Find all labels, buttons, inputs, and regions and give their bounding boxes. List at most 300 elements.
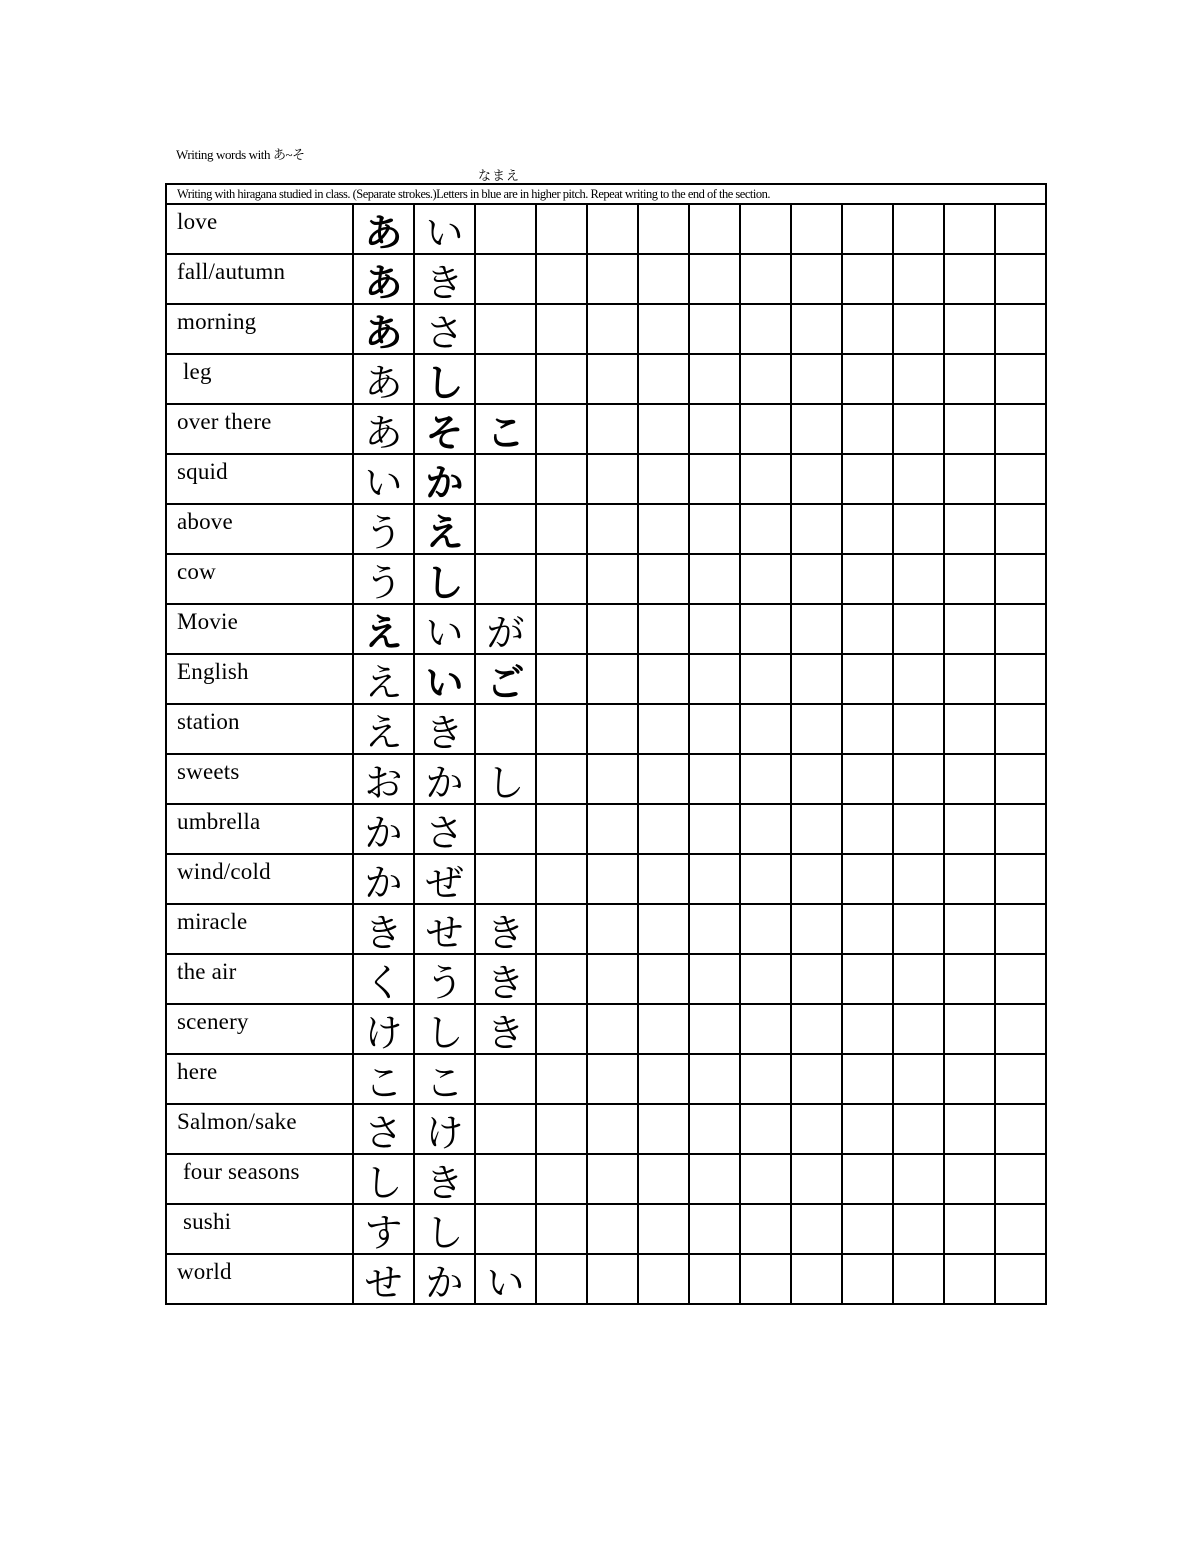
practice-box[interactable] [740, 254, 791, 304]
practice-box[interactable] [689, 254, 740, 304]
practice-box[interactable] [842, 1204, 893, 1254]
hiragana-cell [353, 554, 414, 604]
hiragana-char: う [364, 511, 403, 555]
practice-box[interactable] [587, 1204, 638, 1254]
practice-box[interactable] [791, 1254, 842, 1304]
hiragana-char: う [364, 561, 403, 605]
vocab-row [166, 754, 1046, 804]
practice-box[interactable] [638, 304, 689, 354]
practice-box[interactable] [893, 1254, 944, 1304]
practice-box[interactable] [893, 704, 944, 754]
practice-box[interactable] [587, 1054, 638, 1104]
practice-box[interactable] [893, 804, 944, 854]
practice-box[interactable] [893, 954, 944, 1004]
practice-box[interactable] [893, 654, 944, 704]
practice-box[interactable] [893, 854, 944, 904]
practice-box[interactable] [944, 804, 995, 854]
practice-box[interactable] [842, 504, 893, 554]
vocab-row [166, 954, 1046, 1004]
hiragana-cell [353, 954, 414, 1004]
practice-box[interactable] [995, 1104, 1046, 1154]
practice-box[interactable] [638, 504, 689, 554]
practice-box[interactable] [944, 904, 995, 954]
practice-box[interactable] [740, 504, 791, 554]
hiragana-char: か [425, 461, 464, 505]
practice-box[interactable] [536, 204, 587, 254]
practice-box[interactable] [995, 504, 1046, 554]
vocab-row [166, 1204, 1046, 1254]
hiragana-char: せ [425, 911, 464, 955]
practice-box[interactable] [893, 1104, 944, 1154]
hiragana-char: い [486, 1261, 525, 1305]
practice-box[interactable] [740, 204, 791, 254]
hiragana-cell [475, 404, 536, 454]
hiragana-cell [353, 404, 414, 454]
practice-box[interactable] [689, 504, 740, 554]
hiragana-char: さ [425, 811, 464, 855]
vocab-row [166, 704, 1046, 754]
practice-box[interactable] [791, 1054, 842, 1104]
practice-box[interactable] [689, 854, 740, 904]
practice-box[interactable] [842, 604, 893, 654]
practice-box[interactable] [995, 1004, 1046, 1054]
practice-box[interactable] [740, 754, 791, 804]
practice-box[interactable] [587, 454, 638, 504]
practice-box[interactable] [587, 554, 638, 604]
hiragana-cell [353, 1154, 414, 1204]
practice-box[interactable] [587, 804, 638, 854]
practice-box[interactable] [842, 654, 893, 704]
practice-box[interactable] [842, 904, 893, 954]
hiragana-char: き [425, 261, 464, 305]
practice-box[interactable] [536, 804, 587, 854]
hiragana-cell [475, 354, 536, 404]
practice-box[interactable] [638, 404, 689, 454]
practice-box[interactable] [536, 754, 587, 804]
practice-box[interactable] [638, 1104, 689, 1154]
hiragana-cell [475, 804, 536, 854]
hiragana-cell [475, 304, 536, 354]
practice-box[interactable] [587, 1104, 638, 1154]
hiragana-char: が [486, 611, 525, 655]
practice-box[interactable] [740, 604, 791, 654]
practice-box[interactable] [791, 1154, 842, 1204]
practice-box[interactable] [842, 454, 893, 504]
hiragana-cell [414, 204, 475, 254]
hiragana-cell [414, 454, 475, 504]
vocab-row [166, 304, 1046, 354]
practice-box[interactable] [944, 254, 995, 304]
practice-box[interactable] [536, 704, 587, 754]
practice-box[interactable] [995, 254, 1046, 304]
practice-box[interactable] [587, 904, 638, 954]
practice-box[interactable] [536, 1154, 587, 1204]
practice-box[interactable] [536, 404, 587, 454]
practice-box[interactable] [944, 1004, 995, 1054]
practice-box[interactable] [587, 504, 638, 554]
practice-box[interactable] [536, 554, 587, 604]
practice-box[interactable] [944, 954, 995, 1004]
practice-box[interactable] [638, 904, 689, 954]
practice-box[interactable] [944, 554, 995, 604]
practice-box[interactable] [689, 1054, 740, 1104]
practice-box[interactable] [689, 1004, 740, 1054]
practice-box[interactable] [791, 304, 842, 354]
practice-box[interactable] [995, 354, 1046, 404]
practice-box[interactable] [995, 704, 1046, 754]
practice-box[interactable] [791, 454, 842, 504]
practice-box[interactable] [893, 254, 944, 304]
hiragana-char: あ [364, 311, 403, 355]
practice-box[interactable] [638, 1254, 689, 1304]
hiragana-cell [353, 754, 414, 804]
hiragana-char: し [425, 561, 464, 605]
practice-box[interactable] [791, 1104, 842, 1154]
practice-box[interactable] [842, 404, 893, 454]
practice-box[interactable] [689, 204, 740, 254]
practice-box[interactable] [587, 404, 638, 454]
practice-box[interactable] [689, 604, 740, 654]
practice-box[interactable] [689, 304, 740, 354]
practice-box[interactable] [842, 304, 893, 354]
practice-box[interactable] [995, 204, 1046, 254]
hiragana-char: う [425, 961, 464, 1005]
practice-box[interactable] [536, 1254, 587, 1304]
practice-box[interactable] [791, 604, 842, 654]
practice-box[interactable] [689, 1104, 740, 1154]
hiragana-char: す [364, 1211, 403, 1255]
practice-box[interactable] [944, 1204, 995, 1254]
practice-box[interactable] [638, 604, 689, 654]
practice-box[interactable] [944, 1254, 995, 1304]
english-word: four seasons [166, 1154, 353, 1204]
practice-box[interactable] [536, 1054, 587, 1104]
practice-box[interactable] [536, 304, 587, 354]
practice-box[interactable] [740, 1254, 791, 1304]
practice-box[interactable] [638, 654, 689, 704]
hiragana-cell [475, 754, 536, 804]
hiragana-cell [475, 1054, 536, 1104]
practice-box[interactable] [740, 854, 791, 904]
english-word: here [166, 1054, 353, 1104]
practice-box[interactable] [740, 654, 791, 704]
practice-box[interactable] [791, 1004, 842, 1054]
practice-box[interactable] [842, 854, 893, 904]
practice-box[interactable] [893, 754, 944, 804]
practice-box[interactable] [689, 554, 740, 604]
practice-box[interactable] [689, 354, 740, 404]
practice-box[interactable] [995, 904, 1046, 954]
practice-box[interactable] [689, 454, 740, 504]
practice-box[interactable] [842, 204, 893, 254]
hiragana-char: え [364, 661, 403, 705]
practice-box[interactable] [995, 654, 1046, 704]
practice-box[interactable] [791, 754, 842, 804]
practice-box[interactable] [944, 304, 995, 354]
practice-box[interactable] [638, 204, 689, 254]
practice-box[interactable] [944, 1054, 995, 1104]
practice-box[interactable] [995, 454, 1046, 504]
practice-box[interactable] [689, 1154, 740, 1204]
practice-box[interactable] [536, 254, 587, 304]
practice-box[interactable] [944, 404, 995, 454]
vocab-row [166, 554, 1046, 604]
practice-box[interactable] [638, 754, 689, 804]
practice-box[interactable] [995, 1254, 1046, 1304]
vocab-row [166, 254, 1046, 304]
practice-box[interactable] [638, 1004, 689, 1054]
practice-box[interactable] [842, 804, 893, 854]
practice-box[interactable] [893, 504, 944, 554]
practice-grid [165, 203, 1047, 1305]
practice-box[interactable] [893, 354, 944, 404]
practice-box[interactable] [587, 1154, 638, 1204]
practice-box[interactable] [842, 704, 893, 754]
practice-box[interactable] [638, 454, 689, 504]
practice-box[interactable] [842, 1254, 893, 1304]
practice-box[interactable] [587, 954, 638, 1004]
practice-box[interactable] [995, 1154, 1046, 1204]
practice-box[interactable] [740, 1104, 791, 1154]
practice-box[interactable] [536, 354, 587, 404]
hiragana-cell [353, 904, 414, 954]
hiragana-cell [353, 854, 414, 904]
hiragana-cell [353, 204, 414, 254]
hiragana-cell [414, 804, 475, 854]
practice-box[interactable] [893, 1054, 944, 1104]
practice-box[interactable] [689, 654, 740, 704]
practice-box[interactable] [791, 804, 842, 854]
practice-box[interactable] [791, 504, 842, 554]
hiragana-char: こ [364, 1061, 403, 1105]
hiragana-char: せ [364, 1261, 403, 1305]
hiragana-char: ご [486, 661, 525, 705]
practice-box[interactable] [740, 554, 791, 604]
practice-box[interactable] [791, 854, 842, 904]
practice-box[interactable] [689, 404, 740, 454]
practice-box[interactable] [587, 854, 638, 904]
practice-box[interactable] [944, 504, 995, 554]
practice-box[interactable] [536, 954, 587, 1004]
hiragana-char: い [425, 211, 464, 255]
practice-box[interactable] [791, 554, 842, 604]
practice-box[interactable] [791, 904, 842, 954]
vocab-row [166, 404, 1046, 454]
practice-box[interactable] [944, 754, 995, 804]
practice-box[interactable] [842, 354, 893, 404]
practice-box[interactable] [995, 554, 1046, 604]
name-label: なまえ [478, 168, 521, 183]
hiragana-cell [353, 1104, 414, 1154]
english-word: love [166, 204, 353, 254]
hiragana-char: く [364, 961, 403, 1005]
practice-box[interactable] [638, 354, 689, 404]
hiragana-char: か [364, 811, 403, 855]
practice-box[interactable] [587, 754, 638, 804]
practice-box[interactable] [587, 704, 638, 754]
practice-box[interactable] [638, 1154, 689, 1204]
practice-box[interactable] [893, 404, 944, 454]
english-word: sweets [166, 754, 353, 804]
practice-box[interactable] [536, 604, 587, 654]
practice-box[interactable] [995, 954, 1046, 1004]
practice-box[interactable] [689, 1254, 740, 1304]
vocab-row [166, 504, 1046, 554]
practice-box[interactable] [740, 1054, 791, 1104]
practice-box[interactable] [995, 304, 1046, 354]
english-word: the air [166, 954, 353, 1004]
practice-box[interactable] [587, 1254, 638, 1304]
english-word: umbrella [166, 804, 353, 854]
hiragana-char: か [425, 761, 464, 805]
hiragana-char: え [364, 711, 403, 755]
hiragana-cell [475, 454, 536, 504]
practice-box[interactable] [944, 604, 995, 654]
practice-box[interactable] [893, 1004, 944, 1054]
hiragana-char: し [425, 1211, 464, 1255]
practice-box[interactable] [995, 754, 1046, 804]
english-word: station [166, 704, 353, 754]
english-word: cow [166, 554, 353, 604]
hiragana-cell [353, 804, 414, 854]
hiragana-cell [353, 1204, 414, 1254]
practice-box[interactable] [536, 1004, 587, 1054]
practice-box[interactable] [995, 854, 1046, 904]
practice-box[interactable] [638, 704, 689, 754]
practice-box[interactable] [842, 254, 893, 304]
practice-box[interactable] [893, 304, 944, 354]
practice-box[interactable] [791, 404, 842, 454]
practice-box[interactable] [587, 254, 638, 304]
practice-box[interactable] [893, 554, 944, 604]
hiragana-cell [414, 854, 475, 904]
practice-box[interactable] [944, 1104, 995, 1154]
practice-box[interactable] [842, 554, 893, 604]
practice-box[interactable] [638, 854, 689, 904]
practice-box[interactable] [689, 1204, 740, 1254]
practice-box[interactable] [893, 604, 944, 654]
practice-box[interactable] [536, 904, 587, 954]
practice-box[interactable] [791, 1204, 842, 1254]
practice-box[interactable] [995, 1204, 1046, 1254]
hiragana-cell [475, 254, 536, 304]
hiragana-cell [414, 754, 475, 804]
practice-box[interactable] [791, 204, 842, 254]
practice-box[interactable] [944, 204, 995, 254]
practice-box[interactable] [638, 554, 689, 604]
practice-box[interactable] [740, 954, 791, 1004]
practice-box[interactable] [791, 354, 842, 404]
hiragana-cell [475, 1254, 536, 1304]
english-word: morning [166, 304, 353, 354]
practice-box[interactable] [740, 304, 791, 354]
practice-box[interactable] [740, 804, 791, 854]
practice-box[interactable] [791, 254, 842, 304]
practice-box[interactable] [689, 704, 740, 754]
practice-box[interactable] [638, 804, 689, 854]
practice-box[interactable] [689, 954, 740, 1004]
practice-box[interactable] [536, 454, 587, 504]
practice-box[interactable] [995, 804, 1046, 854]
practice-box[interactable] [740, 1154, 791, 1204]
practice-box[interactable] [944, 454, 995, 504]
practice-box[interactable] [791, 704, 842, 754]
practice-box[interactable] [944, 704, 995, 754]
practice-box[interactable] [587, 354, 638, 404]
practice-box[interactable] [638, 1204, 689, 1254]
practice-box[interactable] [944, 854, 995, 904]
practice-box[interactable] [536, 1204, 587, 1254]
english-word: English [166, 654, 353, 704]
practice-box[interactable] [689, 754, 740, 804]
hiragana-char: い [425, 661, 464, 705]
practice-box[interactable] [536, 1104, 587, 1154]
practice-box[interactable] [893, 204, 944, 254]
practice-box[interactable] [689, 804, 740, 854]
practice-box[interactable] [536, 504, 587, 554]
english-word: world [166, 1254, 353, 1304]
practice-box[interactable] [944, 354, 995, 404]
practice-box[interactable] [893, 1154, 944, 1204]
practice-box[interactable] [536, 654, 587, 704]
practice-box[interactable] [944, 654, 995, 704]
hiragana-cell [414, 604, 475, 654]
practice-box[interactable] [740, 454, 791, 504]
vocab-row [166, 454, 1046, 504]
hiragana-cell [475, 904, 536, 954]
practice-box[interactable] [587, 304, 638, 354]
practice-box[interactable] [536, 854, 587, 904]
practice-box[interactable] [587, 204, 638, 254]
practice-box[interactable] [842, 1004, 893, 1054]
hiragana-cell [414, 504, 475, 554]
hiragana-char: け [364, 1011, 403, 1055]
practice-box[interactable] [842, 1154, 893, 1204]
practice-box[interactable] [740, 704, 791, 754]
practice-box[interactable] [893, 454, 944, 504]
practice-box[interactable] [587, 604, 638, 654]
practice-box[interactable] [842, 954, 893, 1004]
practice-box[interactable] [740, 904, 791, 954]
practice-box[interactable] [995, 604, 1046, 654]
practice-box[interactable] [587, 654, 638, 704]
practice-box[interactable] [638, 954, 689, 1004]
hiragana-cell [414, 954, 475, 1004]
practice-box[interactable] [689, 904, 740, 954]
practice-box[interactable] [587, 1004, 638, 1054]
hiragana-cell [475, 204, 536, 254]
practice-box[interactable] [638, 254, 689, 304]
practice-box[interactable] [842, 1054, 893, 1104]
practice-box[interactable] [893, 904, 944, 954]
practice-box[interactable] [740, 354, 791, 404]
practice-box[interactable] [740, 1204, 791, 1254]
hiragana-char: こ [486, 411, 525, 455]
hiragana-char: そ [425, 411, 464, 455]
practice-box[interactable] [944, 1154, 995, 1204]
practice-box[interactable] [893, 1204, 944, 1254]
practice-box[interactable] [995, 404, 1046, 454]
practice-box[interactable] [791, 654, 842, 704]
practice-box[interactable] [740, 404, 791, 454]
practice-box[interactable] [842, 754, 893, 804]
hiragana-cell [414, 1204, 475, 1254]
practice-box[interactable] [842, 1104, 893, 1154]
practice-box[interactable] [995, 1054, 1046, 1104]
practice-box[interactable] [740, 1004, 791, 1054]
practice-box[interactable] [638, 1054, 689, 1104]
practice-box[interactable] [791, 954, 842, 1004]
